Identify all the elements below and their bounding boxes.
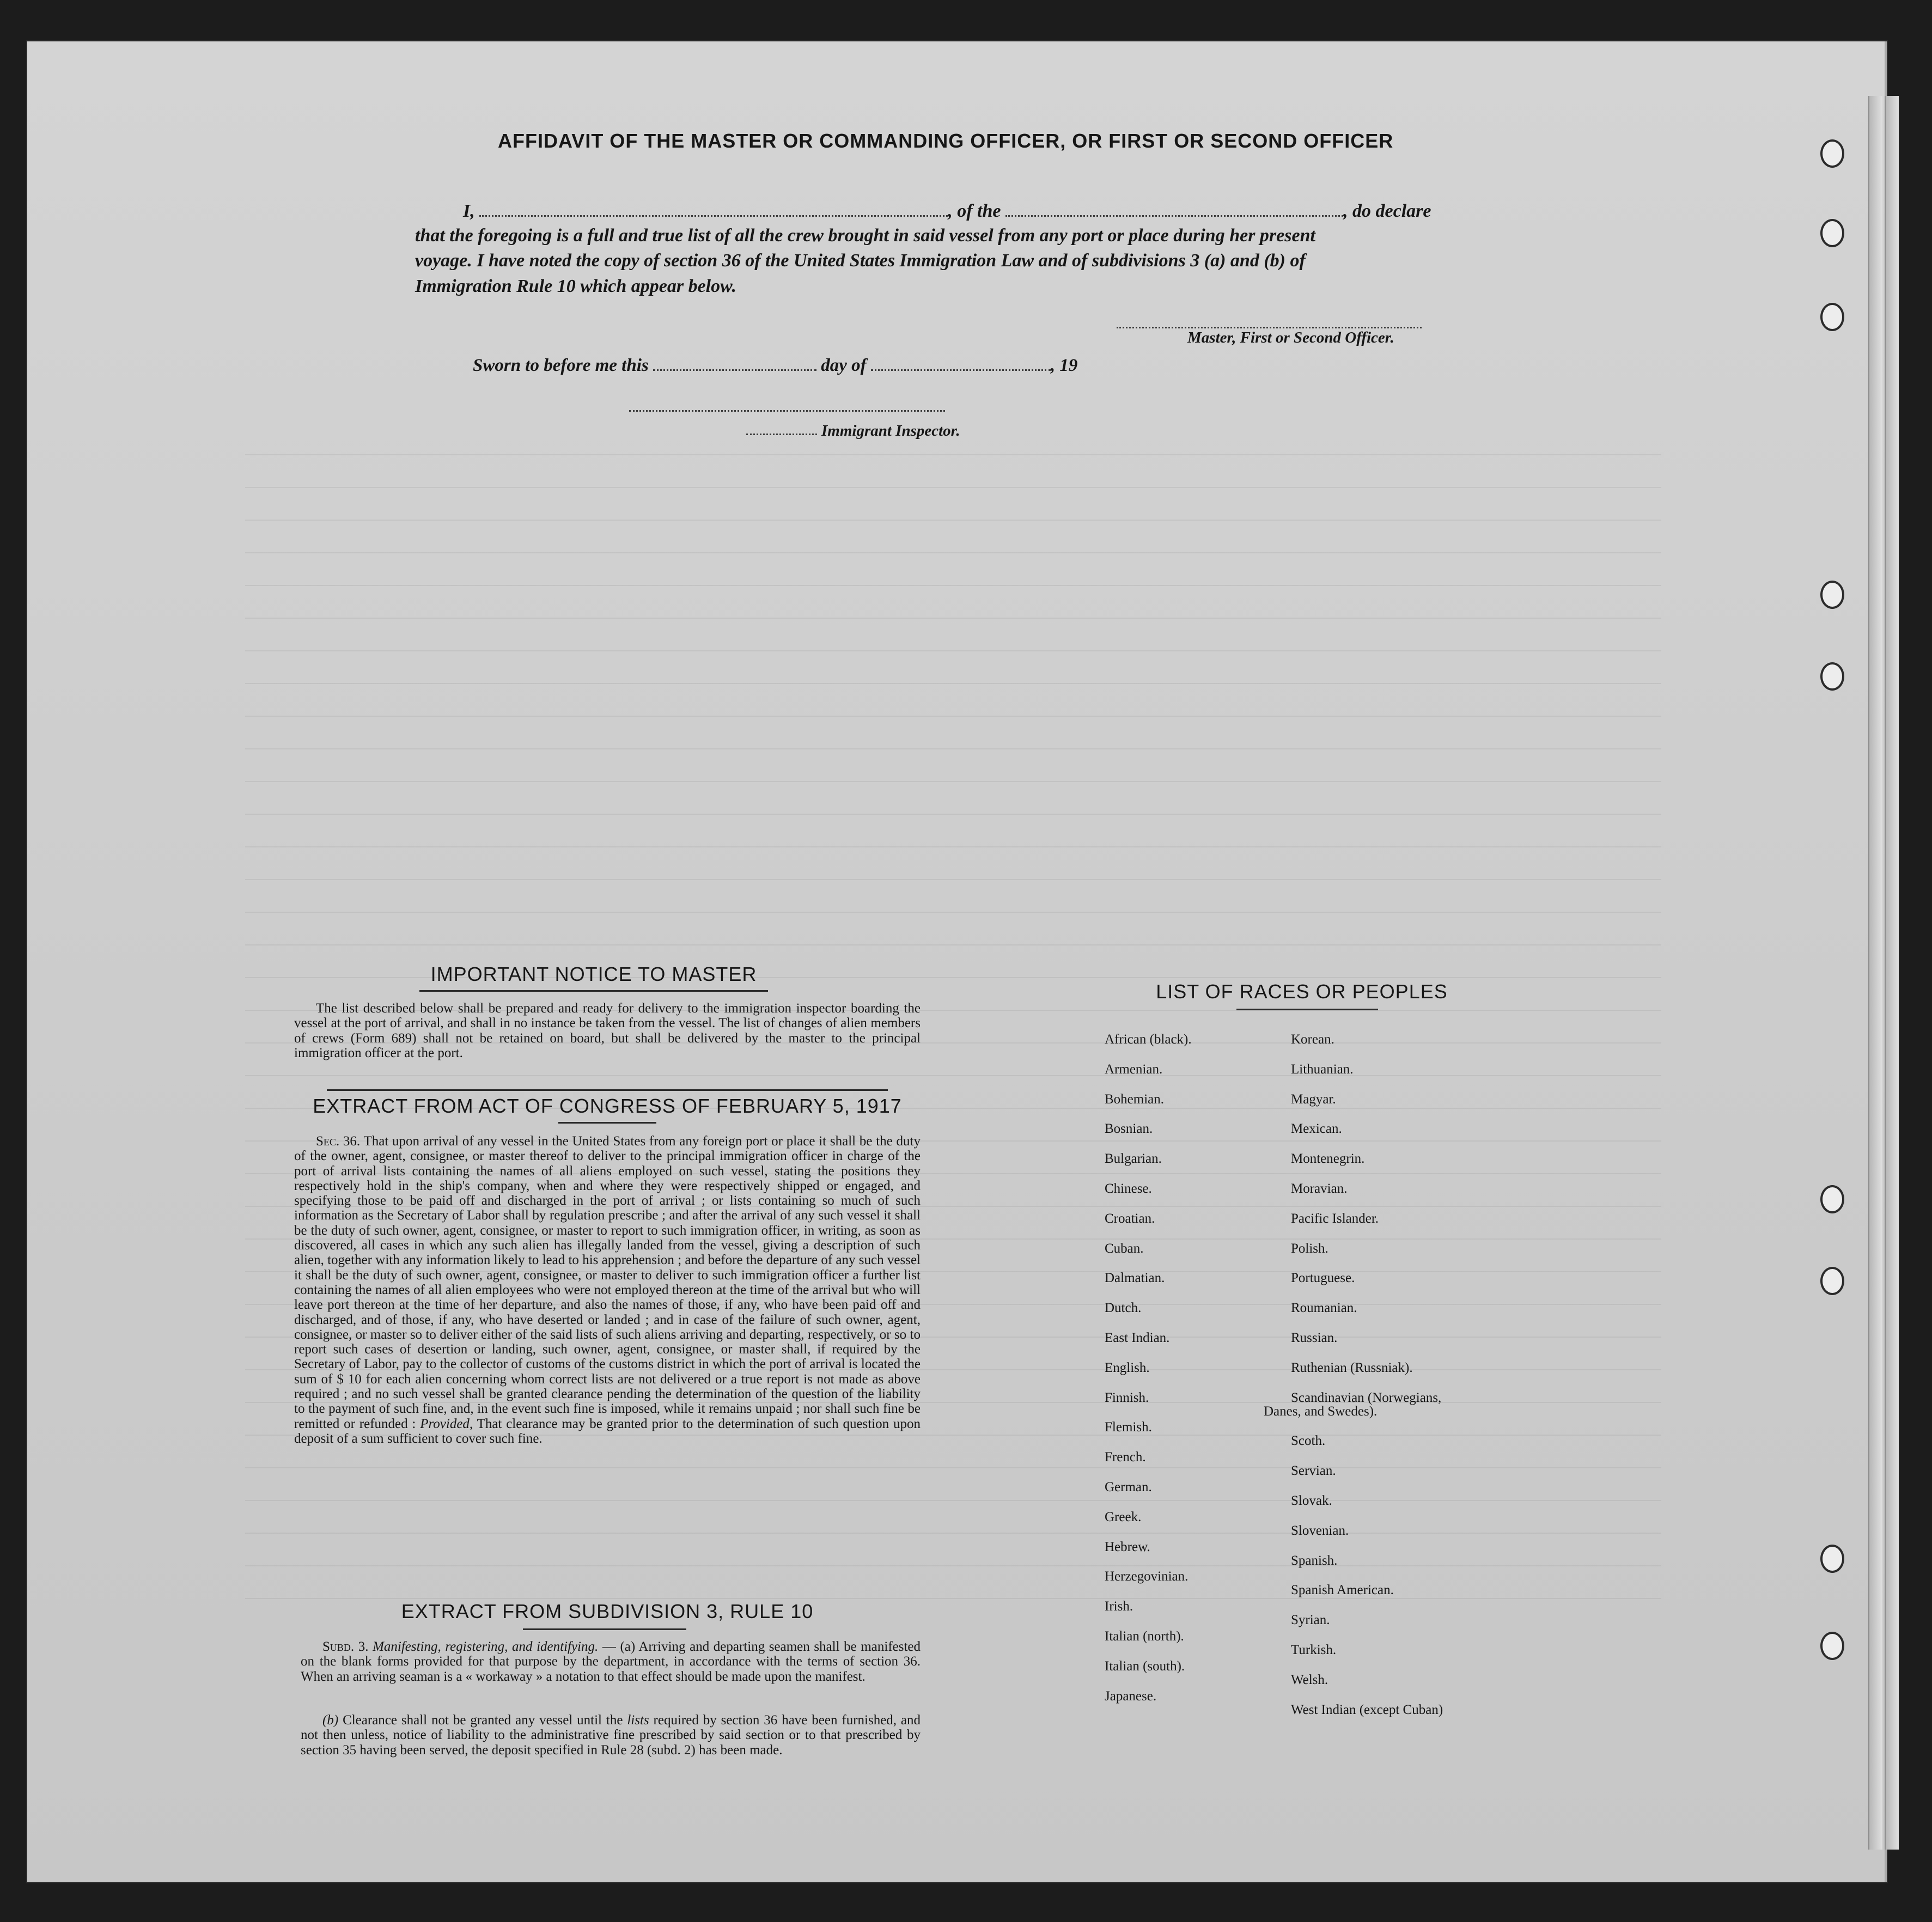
provided-label: Provided, — [420, 1416, 473, 1431]
race-item: Cuban. — [1105, 1241, 1144, 1256]
race-item: Bosnian. — [1105, 1121, 1153, 1137]
sworn-day-field[interactable] — [653, 356, 816, 371]
binding-hole-icon — [1820, 1267, 1844, 1295]
binding-hole-icon — [1820, 139, 1844, 168]
race-item: African (black). — [1105, 1032, 1192, 1047]
race-item: Italian (north). — [1105, 1629, 1184, 1644]
binding-hole-icon — [1820, 1545, 1844, 1573]
race-item: Scandinavian (Norwegians, — [1291, 1390, 1442, 1405]
race-item: Croatian. — [1105, 1211, 1155, 1226]
race-item: Turkish. — [1291, 1643, 1337, 1657]
sworn-month-field[interactable] — [871, 356, 1051, 371]
affidavit-line-3: voyage. I have noted the copy of section 36 of the United States Immigration Law and of subdivisions 3 (a) and (b) of — [415, 251, 1306, 271]
race-item: Montenegrin. — [1291, 1151, 1365, 1167]
race-item: East Indian. — [1105, 1331, 1170, 1345]
race-item: Russian. — [1291, 1331, 1338, 1345]
notice-title-rule — [419, 990, 768, 992]
binding-hole-icon — [1820, 1632, 1844, 1660]
vessel-name-field[interactable] — [1005, 202, 1343, 217]
act-extract-text — [294, 1134, 921, 1446]
act-extract-rule-top — [327, 1089, 888, 1091]
race-item: Bohemian. — [1105, 1091, 1165, 1107]
races-title-rule — [1236, 1009, 1378, 1010]
page-edge-2 — [1885, 96, 1899, 1850]
race-item: Italian (south). — [1105, 1658, 1185, 1674]
race-item: Syrian. — [1291, 1613, 1330, 1628]
para-b-end: required by section 36 have been furnished, and not then unless, notice of liability to the administrative fine prescribed by said section or to that prescribed by section 35 having been served, the deposit specified in Rule 28 (subd. 2) has been made. — [301, 1713, 921, 1758]
notice-text: The list described below shall be prepared and ready for delivery to the immigration inspector boarding the vessel at the port of arrival, and shall in no instance be taken from the vessel. The list of changes of alien members of crews (Form 689) shall not be retained on board, but shall be delivered by the master to the principal immigration officer at the port. — [294, 1001, 921, 1060]
race-item: Slovenian. — [1291, 1523, 1349, 1538]
race-item: Pacific Islander. — [1291, 1211, 1379, 1226]
race-item: Irish. — [1105, 1599, 1133, 1614]
act-extract-title: EXTRACT FROM ACT OF CONGRESS OF FEBRUARY 5, 1917 — [313, 1095, 902, 1117]
race-item: Mexican. — [1291, 1121, 1342, 1137]
inspector-signature-line[interactable] — [746, 434, 817, 435]
para-b-start: Clearance shall not be granted any vessel until the — [343, 1713, 623, 1728]
race-item: Herzegovinian. — [1105, 1569, 1189, 1584]
race-item: English. — [1105, 1360, 1150, 1375]
rule-extract-para-a — [301, 1639, 921, 1684]
race-item: German. — [1105, 1480, 1152, 1494]
race-item: Roumanian. — [1291, 1301, 1357, 1316]
rule-extract-title: EXTRACT FROM SUBDIVISION 3, RULE 10 — [401, 1600, 814, 1622]
race-item: Magyar. — [1291, 1091, 1336, 1107]
race-item: Moravian. — [1291, 1181, 1348, 1196]
act-extract-rule-bottom — [558, 1122, 656, 1124]
race-item: Hebrew. — [1105, 1539, 1150, 1554]
act-extract-body: That upon arrival of any vessel in the United States from any foreign port or place it shall be the duty of the owner, agent, consignee, or master thereof to deliver to the principal immigration officer in charge of the port of arrival lists containing the names of all aliens employed on such vessel, stating the positions they respectively hold in the ship's company, when and where they were respectively shipped or engaged, and specifying those to be paid off and discharged in the port of arrival ; or lists containing so much of such information as the Secretary of Labor shall by regulation prescribe ; and after the arrival of any such vessel it shall be the duty of such owner, agent, consignee, or master to report to such immigration officer, in writing, as soon as discovered, all cases in which any such alien has illegally landed from the vessel, giving a description of such alien, together with any information likely to lead to his apprehension ; and before the departure of any such vessel it shall be the duty of such owner, agent, consignee, or master to deliver to such immigration officer a further list containing the names of all alien employees who were not employed thereon at the time of the arrival but who will leave port thereon at the time of her departure, and also the names of those, if any, who have been paid off and discharged, and of those, if any, who have deserted or landed ; and in case of the failure of such owner, agent, consignee, or master so to deliver either of the said lists of such aliens arriving and departing, respectively, or so to report such cases of desertion or landing, such owner, agent, consignee, or master shall, if required by the Secretary of Labor, pay to the collector of customs of the customs district in which the port of arrival is located the sum of $ 10 for each alien concerning whom correct lists are not delivered or a true report is not made as above required ; and no such vessel shall be granted clearance pending the determination of the question of the liability to the payment of such fine, and, in the event such fine is imposed, while it remains unpaid ; nor shall such fine be remitted or refunded : — [294, 1134, 921, 1431]
para-b-marker: (b) — [322, 1713, 339, 1728]
para-a-text: Arriving and departing seamen shall be manifested on the blank forms provided for that purpose by the department, in accordance with the terms of section 36. When an arriving seaman is a « workaway » a notation to that effect should be made upon the manifest. — [301, 1639, 921, 1684]
race-item: Ruthenian (Russniak). — [1291, 1360, 1413, 1375]
race-item: Dalmatian. — [1105, 1271, 1165, 1286]
binding-hole-icon — [1820, 662, 1844, 691]
sworn-prefix: Sworn to before me this — [473, 356, 649, 375]
race-item: Greek. — [1105, 1509, 1142, 1524]
binding-hole-icon — [1820, 219, 1844, 247]
affidavit-i: I, — [463, 201, 475, 221]
rule-extract-para-b — [301, 1713, 921, 1758]
race-item: Dutch. — [1105, 1301, 1142, 1316]
race-item: Spanish American. — [1291, 1583, 1394, 1598]
affidavit-line-1 — [463, 199, 1449, 224]
binding-hole-icon — [1820, 303, 1844, 331]
affidavit-line-4: Immigration Rule 10 which appear below. — [415, 276, 737, 296]
race-item: Korean. — [1291, 1032, 1334, 1047]
affidavit-line-2: that the foregoing is a full and true list of all the crew brought in said vessel from any port or place during her present — [415, 225, 1315, 246]
race-item: Flemish. — [1105, 1420, 1152, 1435]
race-item: Portuguese. — [1291, 1271, 1355, 1286]
race-item: French. — [1105, 1450, 1146, 1465]
race-item: Danes, and Swedes). — [1264, 1404, 1378, 1419]
race-item: Slovak. — [1291, 1493, 1332, 1508]
race-item: Bulgarian. — [1105, 1151, 1162, 1167]
race-item: Japanese. — [1105, 1688, 1157, 1704]
inspector-signature-line-upper[interactable] — [629, 410, 945, 412]
races-title: LIST OF RACES OR PEOPLES — [1156, 980, 1448, 1003]
race-item: Polish. — [1291, 1241, 1328, 1256]
subd-label: Subd. 3. — [322, 1639, 369, 1654]
race-item: Servian. — [1291, 1463, 1336, 1479]
subd-heading: Manifesting, registering, and identifying. — [373, 1639, 599, 1654]
inspector-label: Immigrant Inspector. — [821, 422, 960, 440]
notice-title: IMPORTANT NOTICE TO MASTER — [430, 963, 757, 985]
sworn-day-of: day of — [821, 356, 867, 375]
race-item: West Indian (except Cuban) — [1291, 1702, 1443, 1717]
race-item: Chinese. — [1105, 1181, 1152, 1196]
race-item: Lithuanian. — [1291, 1061, 1354, 1077]
sworn-year-prefix: , 19 — [1050, 356, 1078, 375]
affidavit-of-the: , of the — [948, 201, 1001, 221]
page-edge-1 — [1868, 96, 1882, 1850]
sec-label: Sec. 36. — [316, 1134, 361, 1149]
binding-hole-icon — [1820, 1185, 1844, 1213]
race-item: Spanish. — [1291, 1553, 1338, 1568]
sworn-line — [473, 353, 1077, 378]
para-b-lists: lists — [627, 1713, 649, 1728]
rule-extract-rule — [523, 1628, 686, 1630]
act-extract-body-end: That clearance may be granted prior to the determination of such question upon deposit of a sum sufficient to cover such fine. — [294, 1416, 921, 1446]
para-a-marker: — (a) — [602, 1639, 636, 1654]
binding-hole-icon — [1820, 581, 1844, 609]
race-item: Finnish. — [1105, 1390, 1149, 1405]
race-item: Scoth. — [1291, 1433, 1326, 1449]
master-signature-label: Master, First or Second Officer. — [1187, 329, 1394, 346]
race-item: Welsh. — [1291, 1672, 1328, 1687]
race-item: Armenian. — [1105, 1061, 1163, 1077]
affidavit-title: AFFIDAVIT OF THE MASTER OR COMMANDING OFFICER, OR FIRST OR SECOND OFFICER — [498, 130, 1394, 152]
affidavit-declare: , do declare — [1343, 201, 1431, 221]
officer-name-field[interactable] — [479, 202, 948, 217]
